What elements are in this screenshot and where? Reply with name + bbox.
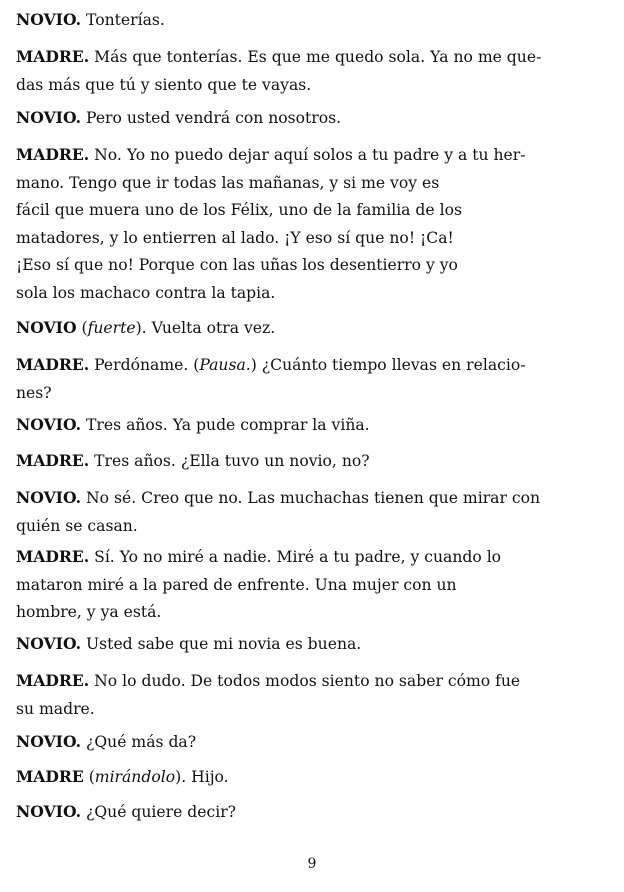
speaker-label: MADRE. xyxy=(16,355,90,374)
dialogue-text: ¿Qué quiere decir? xyxy=(86,803,237,821)
speaker-label: NOVIO. xyxy=(16,732,82,751)
dialogue-text: ). Vuelta otra vez. xyxy=(135,319,276,337)
dialogue-text: ¿Qué más da? xyxy=(86,733,197,751)
speaker-label: MADRE. xyxy=(16,47,90,66)
dialogue-line: MADRE (mirándolo). Hijo. xyxy=(16,767,229,786)
dialogue-text: hombre, y ya está. xyxy=(16,603,162,621)
speaker-label: MADRE xyxy=(16,767,84,786)
speaker-label: NOVIO. xyxy=(16,802,82,821)
speaker-label: MADRE. xyxy=(16,451,90,470)
dialogue-text: Tres años. Ya pude comprar la viña. xyxy=(86,416,370,434)
speaker-label: NOVIO. xyxy=(16,634,82,653)
speaker-label: MADRE. xyxy=(16,145,90,164)
dialogue-line xyxy=(16,141,548,307)
dialogue-text: Pero usted vendrá con nosotros. xyxy=(86,109,342,127)
dialogue-text: das más que tú y siento que te vayas. xyxy=(16,75,312,94)
page-number: 9 xyxy=(307,856,317,872)
dialogue-line xyxy=(16,667,548,723)
dialogue-text: Perdóname. ( xyxy=(94,356,200,374)
speaker-label: MADRE. xyxy=(16,547,90,566)
dialogue-text: Usted sabe que mi novia es buena. xyxy=(86,635,362,653)
dialogue-text: mataron miré a la pared de enfrente. Una mujer con un xyxy=(16,575,457,594)
speaker-label: NOVIO. xyxy=(16,108,82,127)
dialogue-text: No. Yo no puedo dejar aquí solos a tu padre y a tu her- xyxy=(94,146,526,164)
dialogue-text: ) ¿Cuánto tiempo llevas en relacio- xyxy=(250,356,526,374)
stage-direction: fuerte xyxy=(87,319,136,337)
dialogue-line xyxy=(16,447,548,476)
dialogue-text: No sé. Creo que no. Las muchachas tienen que mirar con xyxy=(86,489,541,507)
dialogue-line xyxy=(16,728,548,757)
dialogue-text: ). Hijo. xyxy=(175,768,229,786)
speaker-label: NOVIO. xyxy=(16,415,82,434)
stage-direction: Pausa. xyxy=(199,356,251,374)
dialogue-line: NOVIO (fuerte). Vuelta otra vez. xyxy=(16,318,276,337)
dialogue-text: Sí. Yo no miré a nadie. Miré a tu padre, y cuando lo xyxy=(94,548,502,566)
dialogue-text: Tonterías. xyxy=(86,11,165,29)
dialogue-text: quién se casan. xyxy=(16,516,138,535)
dialogue-text: Más que tonterías. Es que me quedo sola. Ya no me que- xyxy=(94,48,542,66)
dialogue-line xyxy=(16,484,548,540)
dialogue-text: nes? xyxy=(16,383,52,402)
dialogue-text: matadores, y lo entierren al lado. ¡Y eso sí que no! ¡Ca! xyxy=(16,228,454,247)
dialogue-text: fácil que muera uno de los Félix, uno de la familia de los xyxy=(16,201,462,219)
dialogue-line xyxy=(16,798,548,827)
dialogue-line xyxy=(16,104,548,133)
dialogue-line xyxy=(16,543,548,627)
stage-direction: mirándolo xyxy=(94,768,176,786)
speaker-label: NOVIO. xyxy=(16,10,82,29)
dialogue-text: Tres años. ¿Ella tuvo un novio, no? xyxy=(94,452,370,470)
dialogue-line xyxy=(16,351,548,407)
dialogue-text: mano. Tengo que ir todas las mañanas, y si me voy es xyxy=(16,173,440,192)
speaker-label: MADRE. xyxy=(16,671,90,690)
dialogue-line xyxy=(16,411,548,440)
dialogue-text: sola los machaco contra la tapia. xyxy=(16,283,276,302)
dialogue-line xyxy=(16,43,548,99)
dialogue-text: No lo dudo. De todos modos siento no saber cómo fue xyxy=(94,672,521,690)
speaker-label: NOVIO. xyxy=(16,488,82,507)
speaker-label: NOVIO xyxy=(16,318,77,337)
dialogue-text: su madre. xyxy=(16,699,95,718)
dialogue-line xyxy=(16,630,548,659)
dialogue-line xyxy=(16,6,548,35)
dialogue-text: ¡Eso sí que no! Porque con las uñas los desentierro y yo xyxy=(16,256,458,274)
